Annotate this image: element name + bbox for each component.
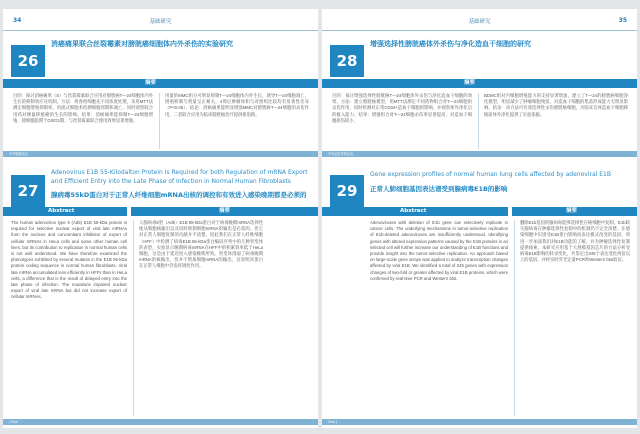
article-number-badge: 27 [11,175,45,207]
page-number: 35 [618,17,627,24]
right-page-header [322,9,637,31]
article-title: 消癌痛果联合丝裂霉素对膀胱癌细胞体内外杀伤的实验研究 [51,40,233,48]
article-body-cn: 删除E1b基因的腺病毒能够选择性在癌细胞中复制。E1b缺失腺病毒在肿瘤选择性复制中的机制仍不完全清楚。在感染细胞中识别受E1B蛋白影响而表达模式改变的基因，将进一步加深我们对E1B功能的了解，并为肿瘤选择性复制提供线索。本研究应用基于大规模基因芯片的方法分析受病毒E1B影响的转录变化，共鉴定出345个表达变化两倍以上的基因，并经实时荧光定量PCR和Western blot验证。 [514,220,630,416]
running-title: 基础研究 [468,19,491,25]
abstract-en-band: Abstract [3,207,127,216]
article-body-right: 用量的MMC组分可明显抑制T—24细胞体内外生长，诱导T—24细胞凋亡，增殖抑制与剂量呈正相关，4周后肿瘤体积与对照组比较均有显著性差异（P<0.05）。结论：消癌痛果能明显增强MMC对膀胱癌T—24细胞的杀伤作用，二者联合应用为临床膀胱癌治疗提供新思路。 [159,93,309,149]
citation-bar: J Virol [3,419,318,425]
page-number: 34 [13,17,22,24]
article-body-right: BDMC组对内细胞增殖能力的支持显著增加，建立了T—24的膀胱癌细胞净化模型，明显减少了肿瘤细胞残留，对造血干细胞的集落形成能力无明显影响。结论：该方法可有效选择性杀伤膀胱癌细胞，为临床自体造血干细胞移植前体外净化提供了实验依据。 [478,93,628,149]
citation-bar: Virol J [322,419,637,425]
abstract-band: 摘要 [3,79,318,88]
article-body-en: Adenoviruses with deletion of E1b gene can selectively replicate in cancer cells. The underlying mechanisms in tumor-selective replication of E1b-deleted adenoviruses are insufficiently understood. Identifying genes with altered expression patterns caused by the E1B proteins in an infected cell will further increase our understanding of E1B functions and provide insight into the tumor-selective replication. An approach based on large-scale gene arrays was applied to analyze transcription changes affected by viral E1B. We identified a total of 345 genes with expression changes of two-fold or greater affected by viral E1B proteins, which were confirmed by real-time PCR and Western blot. [370,220,508,281]
article-title-en-line: and Efficient Entry into the Late Phase of Infection in Normal Human Fibroblasts [51,178,291,185]
article-body-en: The human adenovirus type 5 (Ad5) E1B 55-kDa protein is required for selective nuclear export of viral late mRNAs from the nucleus and concomitant inhibition of export of cellular mRNAs in HeLa cells and some other human cell lines, but its contribution to replication in normal human cells is not well understood. We have therefore examined the phenotypes exhibited by several mutants in the E1B 55-kDa protein coding sequence in normal human fibroblasts. Viral late mRNA accumulated less efficiently in HFFs than in HeLa cells, a difference that is the result of delayed entry into the late phase of infection. The mutations impaired nuclear export of viral late mRNA but did not increase export of cellular mRNAs. [11,220,127,300]
article-body-cn: 人腺病毒5型（Ad5）E1B 55-kDa蛋白对于病毒晚期mRNA选择性地从细胞核输出以及同时抑制细胞mRNA的输出是必需的。但它对正常人细胞复制的贡献并不清楚。因此我们在正常人纤维细胞（HFF）中检测了病毒E1B 55-kDa蛋白编码序列中的几种突变体的表型，实验显示晚期病毒mRNA在HFF中的积累效率低于HeLa细胞，这是由于延迟进入感染晚期所致。突变体削弱了病毒晚期mRNA的核输出，但并不增加细胞mRNA的输出，这说明该蛋白在正常人细胞中仍发挥调控作用。 [133,220,263,416]
right-page [322,9,637,428]
abstract-cn-band: 摘要 [131,207,318,216]
article-number-badge: 29 [330,175,364,207]
left-page [3,9,318,428]
citation-bar: 中华泌尿外科杂志 [322,151,637,157]
article-title-cn: 正常人肺细胞基因表达谱受到腺病毒E1B的影响 [370,185,508,193]
abstract-cn-band: 摘要 [512,207,637,216]
article-number-badge: 28 [330,45,364,77]
abstract-en-band: Abstract [322,207,508,216]
citation-bar: 中华肿瘤杂志 [3,151,318,157]
article-title-en-line: Gene expression profiles of normal human lung cells affected by adenoviral E1B [370,171,611,178]
article-title: 增强选择性膀胱癌体外杀伤与净化造血干细胞的研究 [370,40,531,48]
left-page-header [3,9,318,31]
article-body-left: 目的：探讨增强选择性膀胱癌T—24细胞体外杀伤与净化造血干细胞的效果。方法：建立膀胱癌模型，用MTT法测定不同药物组合对T—24细胞的杀伤作用，同时检测对正常CD34+造血干细胞的影响，并观察体外净化后的植入能力。结果：增强组合对T—24细胞杀伤率显著提高，对造血干细胞损伤较小。 [332,93,472,123]
article-title-en-line: Adenovirus E1B 55-Kilodalton Protein Is Required for both Regulation of mRNA Export [51,169,308,176]
abstract-band: 摘要 [322,79,637,88]
article-body-left: 目的：探讨消癌痛果（S）与丝裂霉素联合应用对膀胱癌T—24细胞体内外生长的抑制效应及机制。方法：将各组细胞先不同浓度处理，采用MTT法测定细胞增殖抑制率，用流式细胞术检测细胞周期和凋亡，同时观察联合用药对裸鼠移植瘤的生长的影响。结果：消癌痛果能抑制T—24细胞增殖，使细胞阻滞于G0/G1期，与丝裂霉素联合使用效果显著增强。 [13,93,153,123]
running-title: 基础研究 [149,19,172,25]
article-number-badge: 26 [11,45,45,77]
article-title-cn: 腺病毒55kD蛋白对于正常人纤维细胞mRNA出核的调控和有效进入感染晚期都是必须的 [51,191,307,199]
